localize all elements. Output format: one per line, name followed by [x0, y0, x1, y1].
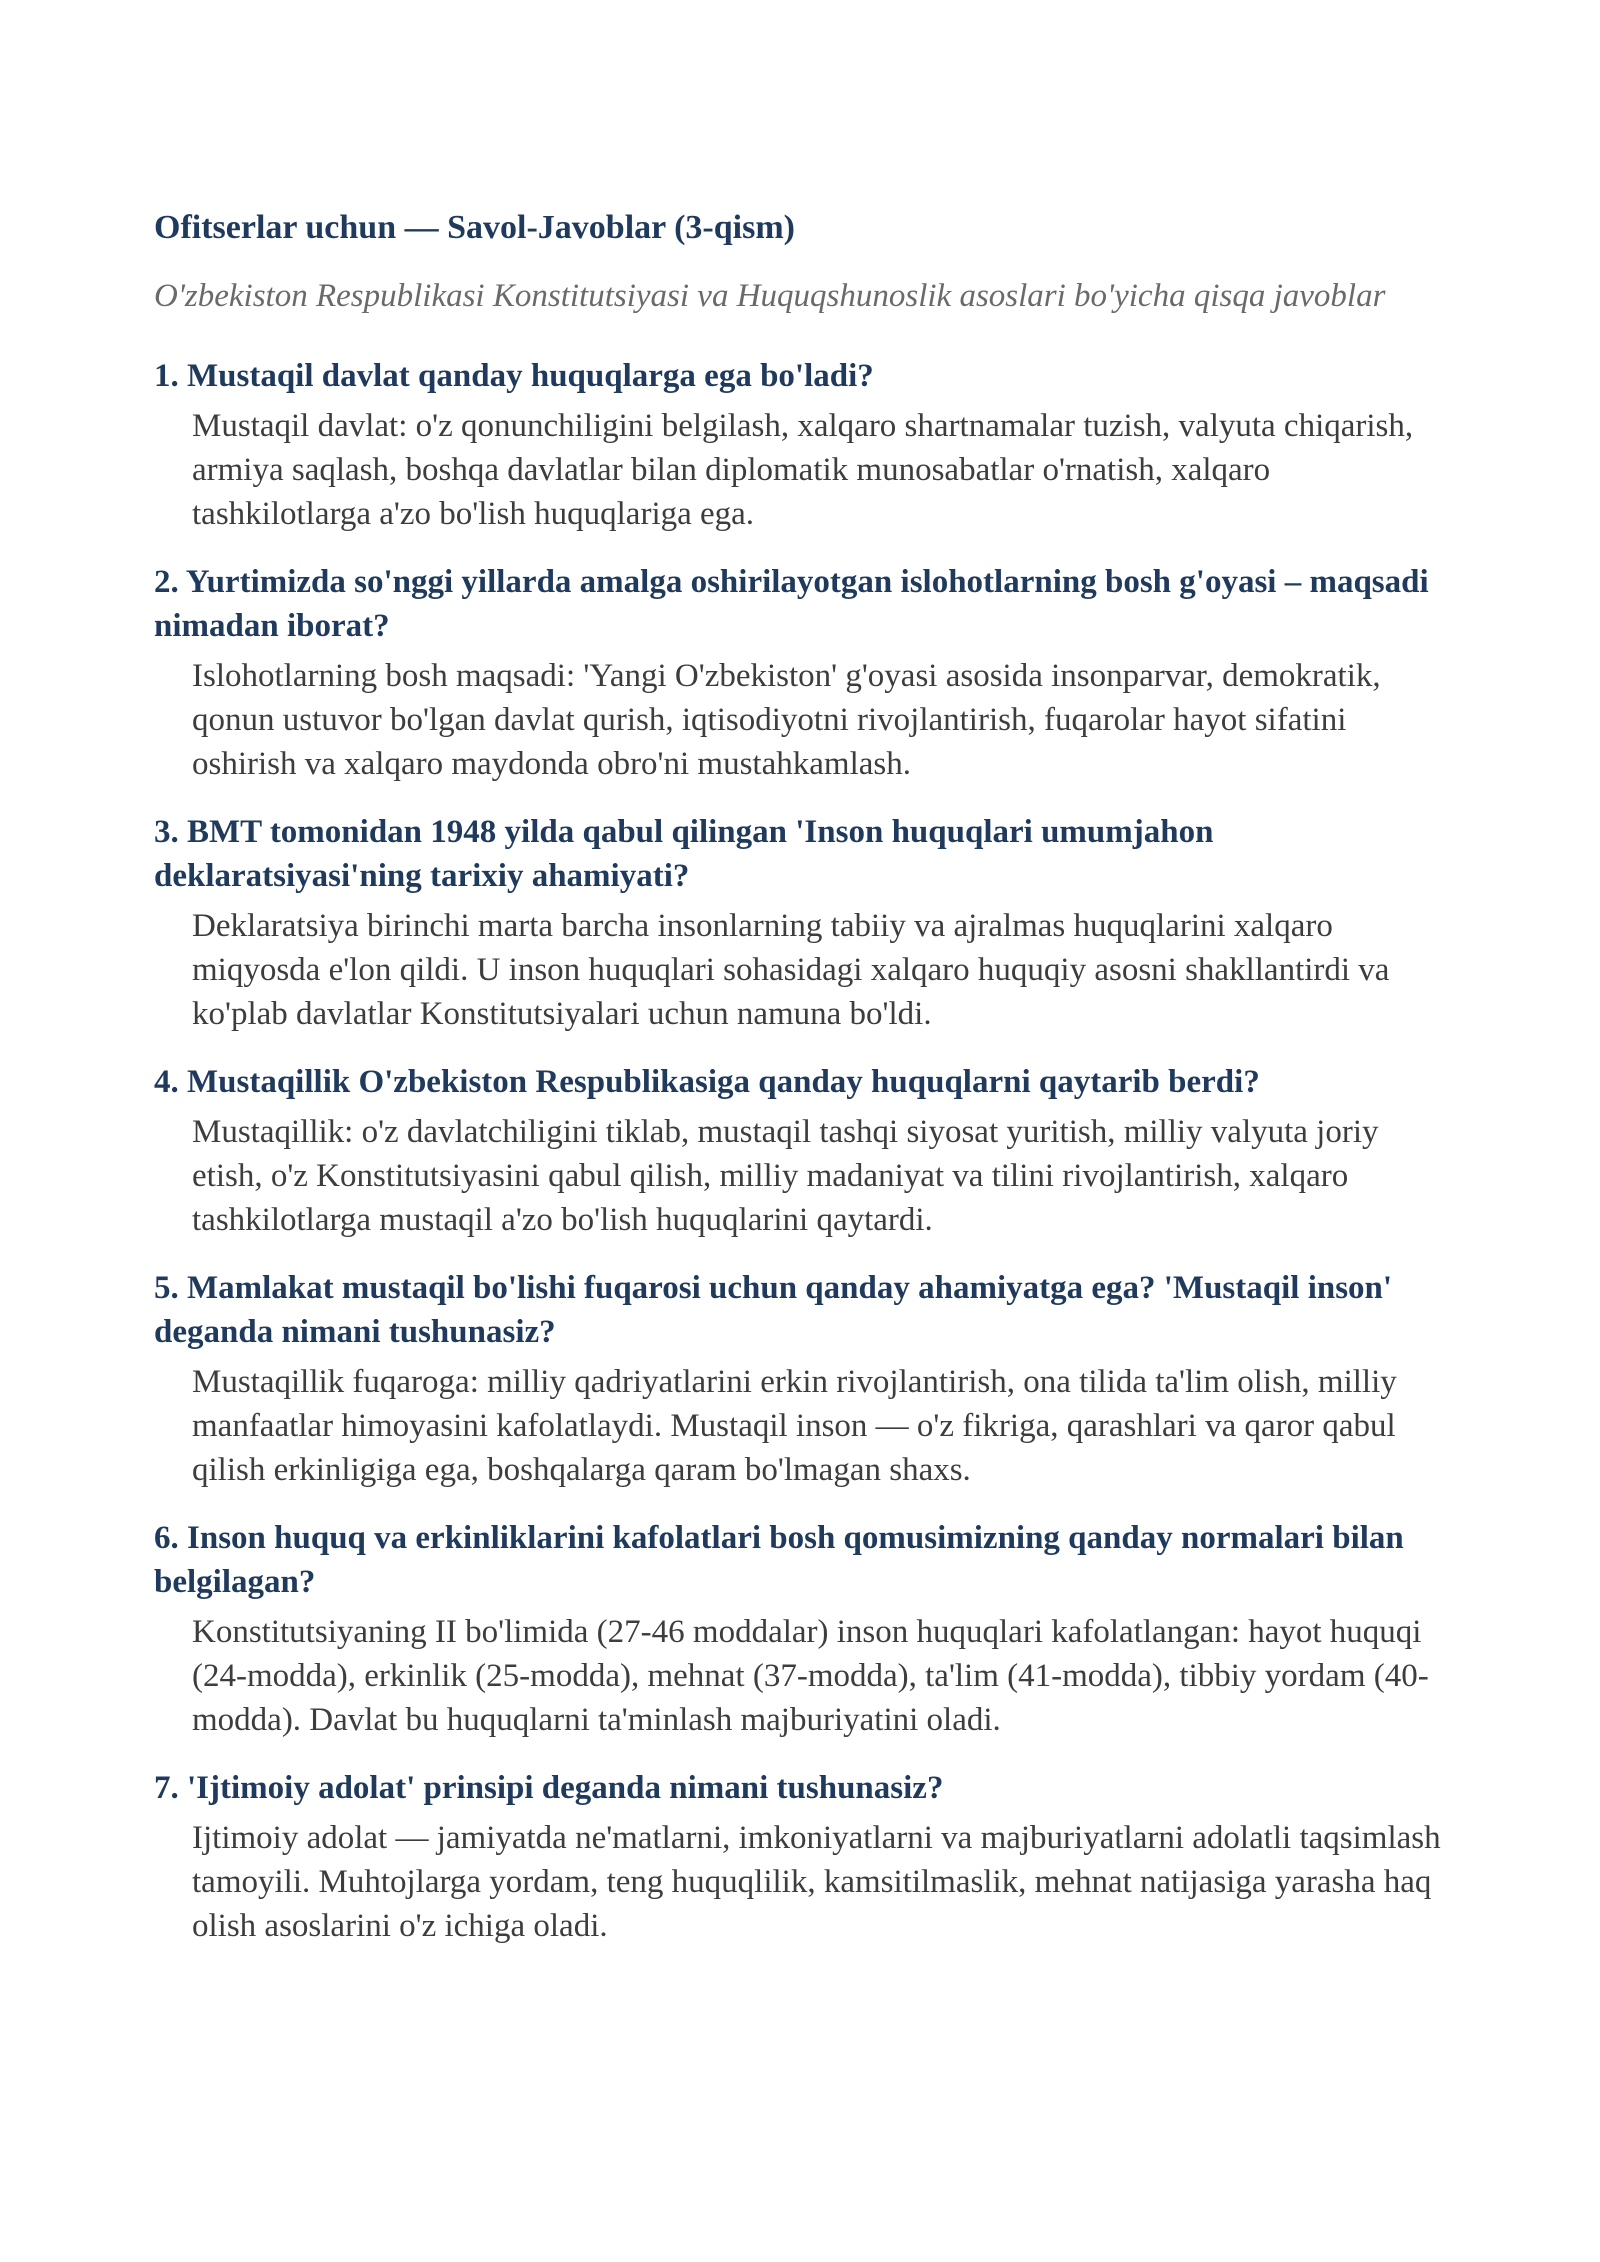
qa-item-4 — [154, 1060, 1454, 1242]
question-5: 5. Mamlakat mustaqil bo'lishi fuqarosi uchun qanday ahamiyatga ega? 'Mustaqil inson' deganda nimani tushunasiz? — [154, 1270, 1393, 1350]
qa-item-5 — [154, 1266, 1454, 1492]
document-title: Ofitserlar uchun — Savol-Javoblar (3-qism) — [154, 209, 795, 246]
question-6: 6. Inson huquq va erkinliklarini kafolatlari bosh qomusimizning qanday normalari bilan belgilagan? — [154, 1520, 1404, 1600]
answer-1: Mustaqil davlat: o'z qonunchiligini belgilash, xalqaro shartnamalar tuzish, valyuta chiqarish, armiya saqlash, boshqa davlatlar bilan diplomatik munosabatlar o'rnatish, xalqaro tashkilotlarga a'zo bo'lish huquqlariga ega. — [192, 408, 1414, 532]
qa-list — [154, 354, 1454, 1948]
answer-2: Islohotlarning bosh maqsadi: 'Yangi O'zbekiston' g'oyasi asosida insonparvar, demokratik, qonun ustuvor bo'lgan davlat qurish, iqtisodiyotni rivojlantirish, fuqarolar hayot sifatini oshirish va xalqaro maydonda obro'ni mustahkamlash. — [192, 658, 1381, 782]
qa-item-2 — [154, 560, 1454, 786]
answer-4: Mustaqillik: o'z davlatchiligini tiklab, mustaqil tashqi siyosat yuritish, milliy valyuta joriy etish, o'z Konstitutsiyasini qabul qilish, milliy madaniyat va tilini rivojlantirish, xalqaro tashkilotlarga mustaqil a'zo bo'lish huquqlarini qaytardi. — [192, 1114, 1379, 1238]
answer-6: Konstitutsiyaning II bo'limida (27-46 moddalar) inson huquqlari kafolatlangan: hayot huquqi (24-modda), erkinlik (25-modda), mehnat (37-modda), ta'lim (41-modda), tibbiy yordam (40-modda). Davlat bu huquqlarni ta'minlash majburiyatini oladi. — [192, 1614, 1429, 1738]
qa-item-3 — [154, 810, 1454, 1036]
document-page — [154, 204, 1454, 1972]
question-2: 2. Yurtimizda so'nggi yillarda amalga oshirilayotgan islohotlarning bosh g'oyasi – maqsadi nimadan iborat? — [154, 564, 1429, 644]
question-4: 4. Mustaqillik O'zbekiston Respublikasiga qanday huquqlarni qaytarib berdi? — [154, 1064, 1260, 1100]
qa-item-1 — [154, 354, 1454, 536]
answer-3: Deklaratsiya birinchi marta barcha insonlarning tabiiy va ajralmas huquqlarini xalqaro miqyosda e'lon qildi. U inson huquqlari sohasidagi xalqaro huquqiy asosni shakllantirdi va ko'plab davlatlar Konstitutsiyalari uchun namuna bo'ldi. — [192, 908, 1390, 1032]
qa-item-7 — [154, 1766, 1454, 1948]
qa-item-6 — [154, 1516, 1454, 1742]
question-7: 7. 'Ijtimoiy adolat' prinsipi deganda nimani tushunasiz? — [154, 1770, 944, 1806]
question-1: 1. Mustaqil davlat qanday huquqlarga ega bo'ladi? — [154, 358, 874, 394]
document-subtitle: O'zbekiston Respublikasi Konstitutsiyasi va Huquqshunoslik asoslari bo'yicha qisqa javoblar — [154, 278, 1386, 314]
answer-7: Ijtimoiy adolat — jamiyatda ne'matlarni, imkoniyatlarni va majburiyatlarni adolatli taqsimlash tamoyili. Muhtojlarga yordam, teng huquqlilik, kamsitilmaslik, mehnat natijasiga yarasha haq olish asoslarini o'z ichiga oladi. — [192, 1820, 1441, 1944]
answer-5: Mustaqillik fuqaroga: milliy qadriyatlarini erkin rivojlantirish, ona tilida ta'lim olish, milliy manfaatlar himoyasini kafolatlaydi. Mustaqil inson — o'z fikriga, qarashlari va qaror qabul qilish erkinligiga ega, boshqalarga qaram bo'lmagan shaxs. — [192, 1364, 1397, 1488]
question-3: 3. BMT tomonidan 1948 yilda qabul qilingan 'Inson huquqlari umumjahon deklaratsiyasi'ning tarixiy ahamiyati? — [154, 814, 1214, 894]
